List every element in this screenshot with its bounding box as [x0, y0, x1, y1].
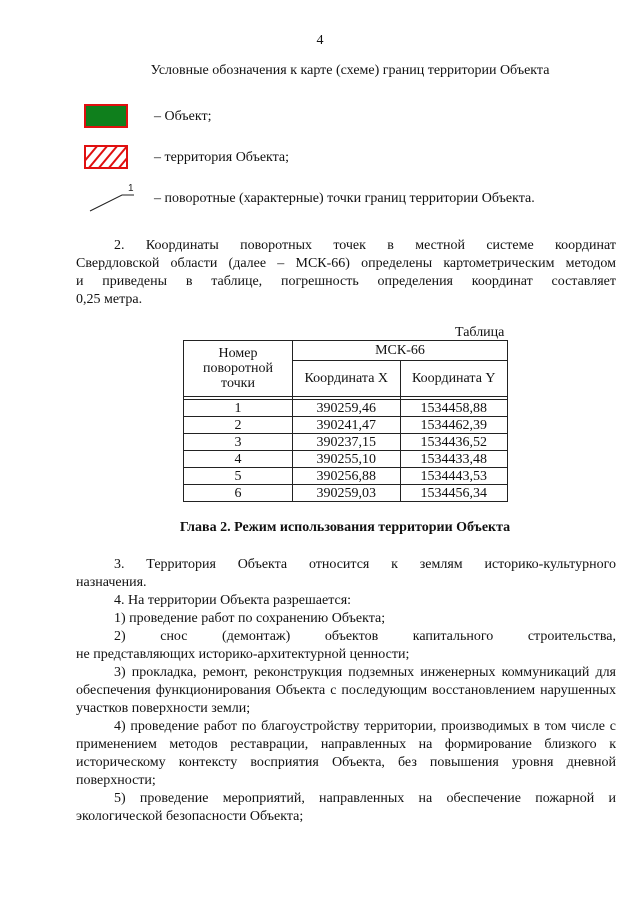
- cell-point-number: 3: [184, 434, 293, 451]
- table-row: [184, 485, 508, 502]
- cell-y: 1534462,39: [400, 417, 508, 434]
- cell-y: 1534458,88: [400, 400, 508, 417]
- list-item: 5) проведение мероприятий, направленных на обеспечение пожарной и экологической безопасности Объекта;: [76, 791, 616, 824]
- cell-y: 1534443,53: [400, 468, 508, 485]
- object-fill-symbol-icon: [84, 104, 128, 128]
- cell-x: 390255,10: [293, 451, 401, 468]
- cell-x: 390259,03: [293, 485, 401, 502]
- legend-label-territory: – территория Объекта;: [154, 150, 290, 165]
- paragraph-2-line: Свердловской области (далее – МСК-66) определены картометрическим методом: [76, 256, 616, 271]
- table-row: [184, 468, 508, 485]
- table-row: [184, 400, 508, 417]
- page-number: 4: [316, 33, 324, 48]
- paragraph-3-line: 3. Территория Объекта относится к землям историко-культурного: [114, 557, 616, 572]
- legend-label-object: – Объект;: [154, 109, 212, 124]
- hatched-territory-symbol-icon: [84, 145, 128, 169]
- header-point-number: Номер поворотной точки: [184, 341, 293, 397]
- cell-x: 390237,15: [293, 434, 401, 451]
- cell-x: 390241,47: [293, 417, 401, 434]
- cell-y: 1534433,48: [400, 451, 508, 468]
- header-coordinate-system: МСК-66: [293, 341, 508, 361]
- paragraph-4: 4. На территории Объекта разрешается:: [114, 593, 352, 608]
- coordinates-table: [183, 340, 508, 502]
- cell-y: 1534436,52: [400, 434, 508, 451]
- list-item: 3) прокладка, ремонт, реконструкция подземных инженерных коммуникаций для обеспечения функционирования Объекта с последующим восстановлением нарушенных участков поверхности земли;: [76, 665, 616, 716]
- list-item: 2) снос (демонтаж) объектов капитального строительства,: [114, 629, 616, 644]
- paragraph-2-line: 2. Координаты поворотных точек в местной системе координат: [114, 238, 616, 253]
- cell-point-number: 6: [184, 485, 293, 502]
- table-row: [184, 434, 508, 451]
- list-item: 1) проведение работ по сохранению Объекта;: [114, 611, 386, 626]
- legend-title: Условные обозначения к карте (схеме) границ территории Объекта: [150, 63, 550, 78]
- list-item: не представляющих историко-архитектурной ценности;: [76, 647, 410, 662]
- legend-item-turning-point: [82, 183, 622, 213]
- cell-point-number: 4: [184, 451, 293, 468]
- table-row: [184, 451, 508, 468]
- list-item: 4) проведение работ по благоустройству территории, производимых в том числе с применением методов реставрации, направленных на формирование близкого к историческому контексту восприятия Объекта, без повышения уровня дневной поверхности;: [76, 719, 616, 788]
- paragraph-2-line: и приведены в таблице, погрешность определения координат составляет: [76, 274, 616, 289]
- cell-y: 1534456,34: [400, 485, 508, 502]
- legend-item-territory: [82, 145, 602, 175]
- cell-x: 390256,88: [293, 468, 401, 485]
- paragraph-3-line: назначения.: [76, 575, 147, 590]
- table-caption: Таблица: [455, 325, 505, 340]
- chapter-title: Глава 2. Режим использования территории Объекта: [179, 520, 511, 535]
- header-x: Координата X: [293, 361, 401, 397]
- table-row: [184, 417, 508, 434]
- legend-label-turning-point: – поворотные (характерные) точки границ территории Объекта.: [154, 191, 535, 206]
- paragraph-2: [76, 237, 616, 309]
- header-y: Координата Y: [400, 361, 508, 397]
- cell-x: 390259,46: [293, 400, 401, 417]
- paragraph-2-line: 0,25 метра.: [76, 292, 143, 307]
- regime-text: [76, 556, 616, 826]
- turning-point-symbol-icon: [82, 183, 138, 213]
- cell-point-number: 5: [184, 468, 293, 485]
- turning-point-marker: 1: [128, 183, 134, 194]
- cell-point-number: 1: [184, 400, 293, 417]
- legend-item-object: [82, 104, 602, 134]
- cell-point-number: 2: [184, 417, 293, 434]
